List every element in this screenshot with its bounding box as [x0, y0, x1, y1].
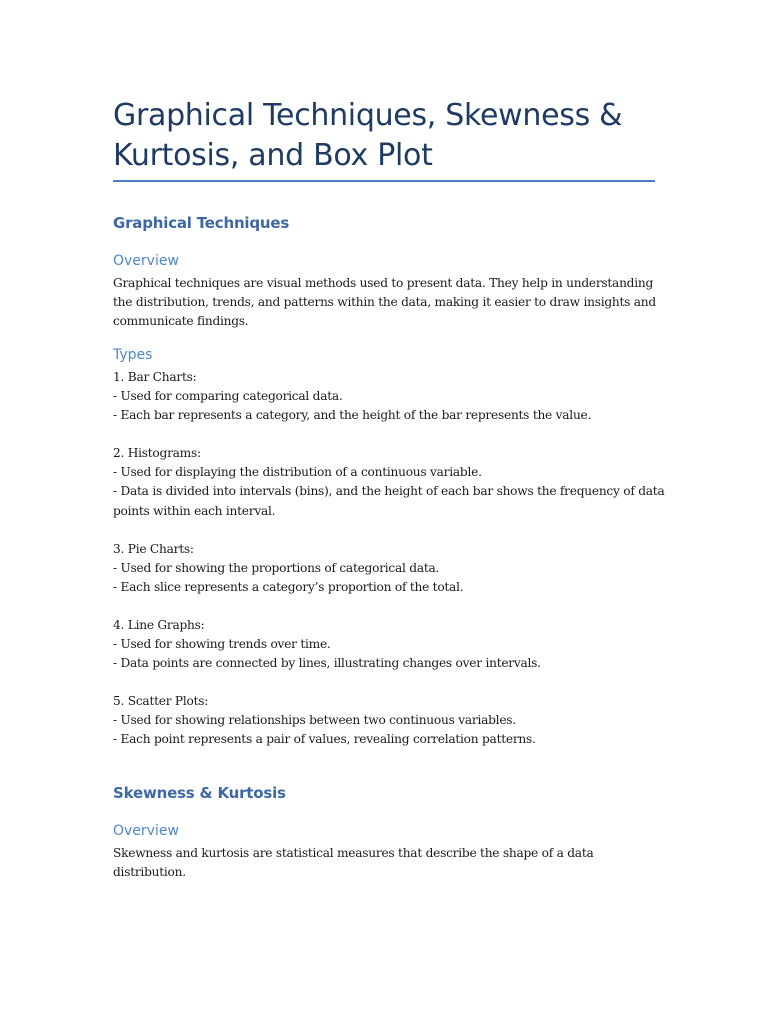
subheading-overview-2: Overview: [113, 823, 179, 839]
subheading-types: Types: [113, 347, 153, 363]
overview-paragraph-2: [113, 844, 663, 882]
text-line: points within each interval.: [113, 503, 276, 518]
text-line: the distribution, trends, and patterns within the data, making it easier to draw insights and: [113, 295, 656, 310]
text-line: 3. Pie Charts:: [113, 542, 194, 556]
title-divider: [113, 180, 655, 182]
type-item-histograms: [113, 444, 663, 521]
document-title: [113, 96, 658, 176]
text-line: - Used for showing trends over time.: [113, 637, 331, 652]
section-heading-skewness-kurtosis: Skewness & Kurtosis: [113, 784, 286, 802]
text-line: - Used for showing the proportions of categorical data.: [113, 561, 440, 576]
text-line: 2. Histograms:: [113, 446, 201, 460]
text-line: 5. Scatter Plots:: [113, 694, 209, 708]
type-item-bar-charts: [113, 368, 663, 426]
text-line: - Data points are connected by lines, illustrating changes over intervals.: [113, 656, 541, 671]
subheading-overview-1: Overview: [113, 253, 179, 269]
text-line: - Used for comparing categorical data.: [113, 389, 343, 404]
text-line: 1. Bar Charts:: [113, 370, 197, 384]
text-line: Skewness and kurtosis are statistical measures that describe the shape of a data: [113, 846, 594, 860]
title-line-2: Kurtosis, and Box Plot: [113, 138, 433, 173]
title-line-1: Graphical Techniques, Skewness &: [113, 98, 623, 133]
type-item-pie-charts: [113, 540, 663, 598]
type-item-line-graphs: [113, 616, 663, 674]
text-line: communicate findings.: [113, 314, 249, 329]
section-heading-graphical-techniques: Graphical Techniques: [113, 214, 290, 232]
overview-paragraph-1: [113, 274, 663, 332]
text-line: - Each slice represents a category’s proportion of the total.: [113, 580, 464, 595]
text-line: - Each point represents a pair of values, revealing correlation patterns.: [113, 732, 536, 747]
text-line: - Data is divided into intervals (bins), and the height of each bar shows the frequency of data: [113, 484, 665, 499]
text-line: distribution.: [113, 865, 186, 880]
text-line: 4. Line Graphs:: [113, 618, 205, 632]
text-line: - Used for displaying the distribution of a continuous variable.: [113, 465, 482, 480]
text-line: - Each bar represents a category, and the height of the bar represents the value.: [113, 408, 592, 423]
text-line: - Used for showing relationships between two continuous variables.: [113, 713, 516, 728]
text-line: Graphical techniques are visual methods used to present data. They help in understanding: [113, 276, 654, 290]
type-item-scatter-plots: [113, 692, 663, 750]
